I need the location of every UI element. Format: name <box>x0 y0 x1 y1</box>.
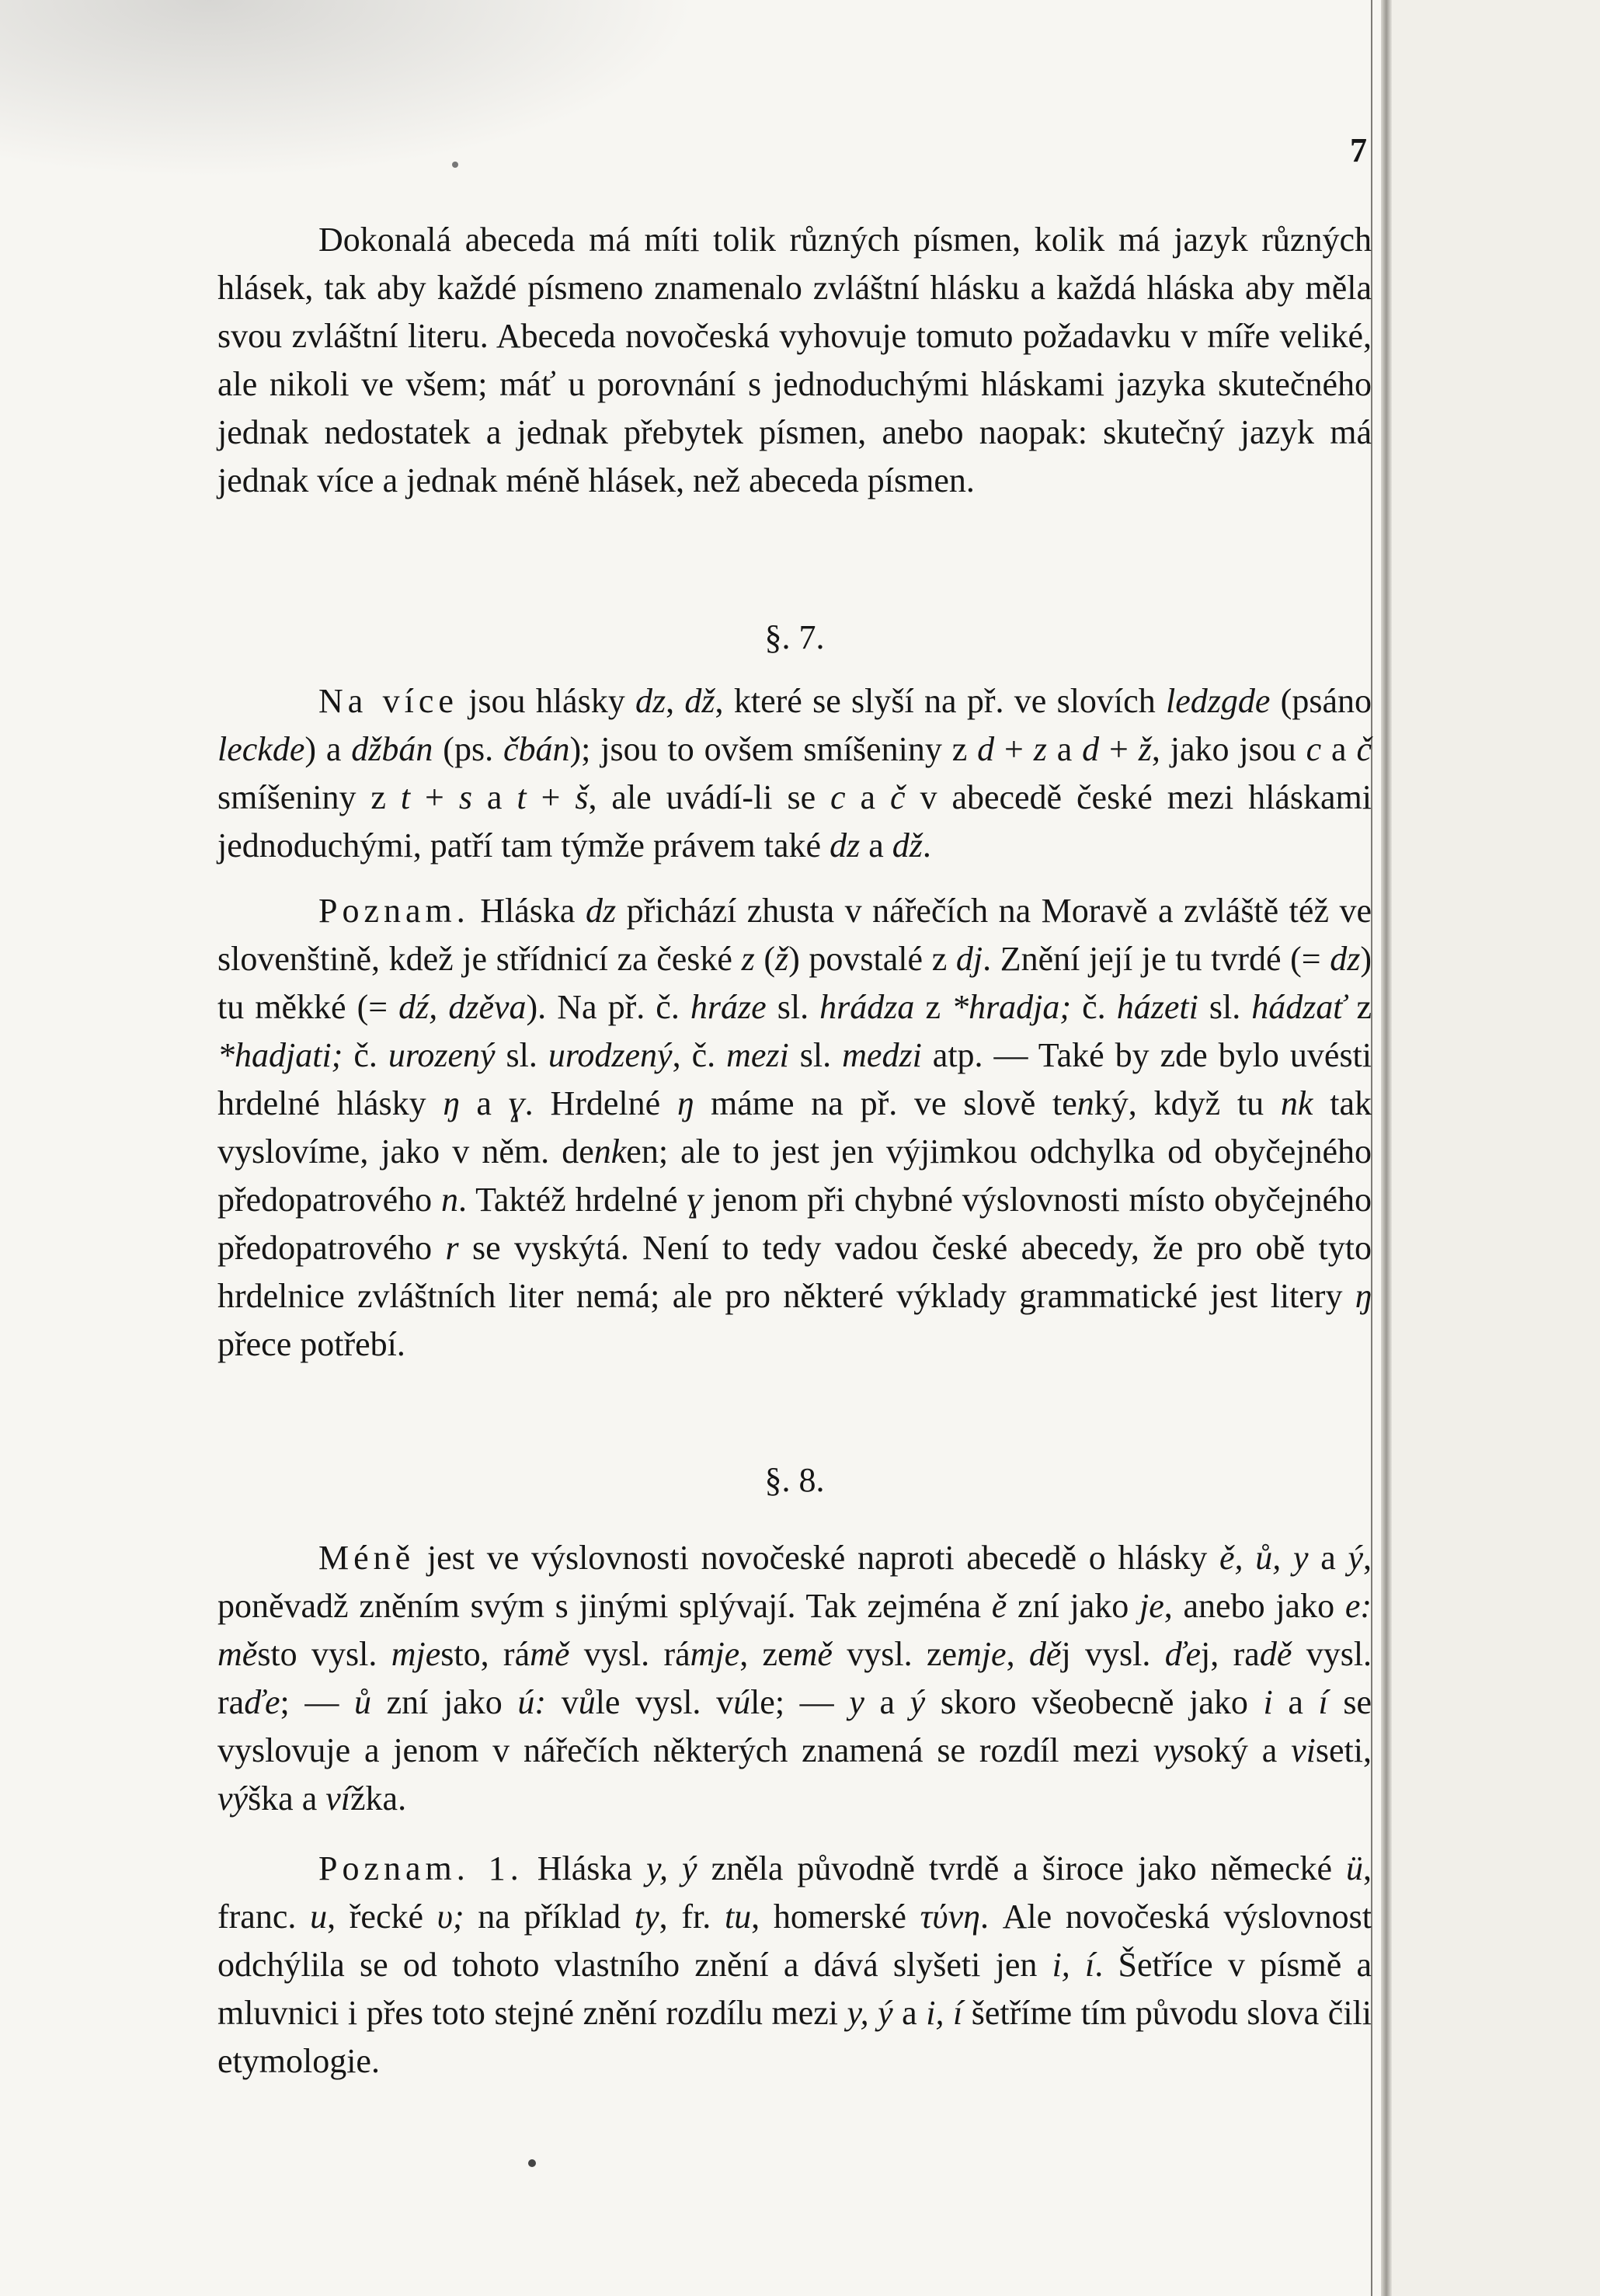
section-8-note <box>217 1845 1372 2086</box>
text-run: přece potřebí. <box>217 1325 405 1363</box>
italic-term: dź, dzěva <box>398 988 527 1026</box>
italic-term: dz <box>635 682 666 720</box>
text-run: Hláska <box>469 892 586 930</box>
italic-term: ü <box>1346 1849 1364 1887</box>
text-run: tak vyslovíme, jako v něm. de <box>217 1084 1372 1171</box>
text-run: a <box>864 1683 910 1721</box>
italic-term: ɣ <box>508 1084 525 1122</box>
text-run: , franc. <box>217 1849 1372 1936</box>
italic-term: z <box>1033 730 1047 768</box>
italic-term: ě <box>991 1587 1007 1625</box>
text-run: atp. — Také by zde bylo uvésti hrdelné hlásky <box>217 1036 1372 1122</box>
book-spine <box>1381 0 1392 2296</box>
text-run: le; — <box>750 1683 850 1721</box>
text-run: . Ale novočeská výslovnost odchýlila se od tohoto vlastního znění a dává slyšeti jen <box>217 1898 1372 1984</box>
italic-term: mě <box>530 1635 570 1673</box>
italic-term: házeti <box>1116 988 1198 1026</box>
italic-term: dz <box>585 892 617 930</box>
italic-term: *hadjati; <box>217 1036 343 1074</box>
paragraph-intro <box>217 216 1372 505</box>
text-run: ; — <box>280 1683 354 1721</box>
text-run: z <box>914 988 952 1026</box>
italic-term: vi <box>1291 1731 1316 1769</box>
italic-term: t <box>400 778 411 816</box>
italic-term: tu <box>724 1898 752 1936</box>
italic-term: d <box>1082 730 1100 768</box>
text-run: + <box>994 730 1034 768</box>
italic-term: ž <box>1138 730 1152 768</box>
text-run: + <box>410 778 459 816</box>
text-run: vysl. ze <box>832 1635 958 1673</box>
italic-term: ý <box>1348 1539 1364 1577</box>
text-run: . Hrdelné <box>524 1084 677 1122</box>
italic-term: vý <box>217 1779 249 1818</box>
section-7-note <box>217 887 1372 1369</box>
text-run: ) a <box>304 730 352 768</box>
italic-term: ďe <box>1164 1635 1202 1673</box>
italic-term: š <box>575 778 589 816</box>
text-run: smíšeniny z <box>217 778 401 816</box>
text-run: šetříme tím původu slova čili etymologie. <box>217 1994 1372 2080</box>
italic-term: τύνη <box>920 1898 980 1936</box>
text-run: a <box>892 1994 927 2032</box>
italic-term: y, ý <box>847 1994 893 2032</box>
text-run: se vyskýtá. Není to tedy vadou české abecedy, že pro obě tyto hrdelnice zvláštních liter nemá; ale pro některé výklady grammatické jest litery <box>217 1229 1372 1315</box>
section-heading: §. 8. <box>764 1461 825 1499</box>
text-run: ) tu měkké (= <box>217 940 1372 1026</box>
text-run: a <box>1321 730 1357 768</box>
italic-term: c <box>830 778 846 816</box>
text-run: soký a <box>1183 1731 1292 1769</box>
italic-term: u <box>310 1898 328 1936</box>
italic-term: n <box>441 1181 458 1219</box>
spaced-lead: Méně <box>318 1539 416 1577</box>
text-run: a <box>1272 1683 1319 1721</box>
note-lead: Poznam. 1. <box>318 1849 523 1887</box>
section-8 <box>217 1456 1372 2086</box>
italic-term: ý <box>910 1683 926 1721</box>
text-run: , fr. <box>659 1898 725 1936</box>
italic-term: hádzať <box>1251 988 1346 1026</box>
text-run: zněla původně tvrdě a široce jako německé <box>697 1849 1347 1887</box>
section-8-paragraph <box>217 1534 1372 1823</box>
italic-term: mě <box>792 1635 833 1673</box>
section-7-paragraph <box>217 677 1372 870</box>
text-run: jenom při chybné výslovnosti místo obyčejného předopatrového <box>217 1181 1372 1267</box>
text-run: , ale uvádí-li se <box>588 778 831 816</box>
italic-term: urodzený <box>548 1036 673 1074</box>
italic-term: hráze <box>690 988 767 1026</box>
text-run: v <box>546 1683 579 1721</box>
text-run: žka. <box>350 1779 407 1818</box>
text-run: , které se slyší na př. ve slovích <box>715 682 1166 720</box>
text-run: č. <box>343 1036 388 1074</box>
text-run: . Taktéž hrdelné <box>458 1181 687 1219</box>
italic-term: ɣ <box>687 1181 704 1219</box>
text-run: + <box>526 778 576 816</box>
italic-term: ŋ <box>677 1084 694 1122</box>
text-run: Hláska <box>523 1849 646 1887</box>
text-run: , jako jsou <box>1151 730 1306 768</box>
text-run: sl. <box>1198 988 1252 1026</box>
italic-term: mje <box>391 1635 441 1673</box>
text-run: a <box>471 778 517 816</box>
italic-term: medzi <box>842 1036 922 1074</box>
text-run: j vysl. <box>1061 1635 1165 1673</box>
italic-term: ú: <box>517 1683 547 1721</box>
text-run: ký, když tu <box>1094 1084 1281 1122</box>
text-run: vysl. rá <box>569 1635 690 1673</box>
italic-term: ŋ <box>443 1084 460 1122</box>
italic-term: z <box>741 940 755 978</box>
page-gutter-shadow <box>1371 0 1377 2296</box>
text-run: č. <box>1071 988 1117 1026</box>
italic-term: džbán <box>351 730 433 768</box>
italic-term: i, í <box>926 1994 963 2032</box>
italic-term: dž <box>892 826 923 864</box>
text-run: ); jsou to ovšem smíšeniny z <box>569 730 978 768</box>
text-run: jsou hlásky <box>457 682 635 720</box>
italic-term: r <box>445 1229 459 1267</box>
italic-term: nk <box>593 1132 627 1171</box>
text-run: a <box>459 1084 509 1122</box>
text-run: na příklad <box>464 1898 635 1936</box>
text-run: sl. <box>766 988 820 1026</box>
italic-term: ú <box>733 1683 751 1721</box>
italic-term: leckde <box>217 730 305 768</box>
italic-term: č <box>1356 730 1372 768</box>
italic-term: i <box>1263 1683 1273 1721</box>
italic-term: i, í <box>1052 1946 1095 1984</box>
text-run: v abecedě české mezi hláskami jednoduchými, patří tam týmže právem také <box>217 778 1372 864</box>
text-run: přichází zhusta v nářečích na Moravě a zvláště též ve slovenštině, kdež je střídnicí za české <box>217 892 1372 978</box>
italic-term: dž <box>684 682 715 720</box>
italic-term: dě <box>1259 1635 1292 1673</box>
italic-term: ů <box>578 1683 596 1721</box>
italic-term: y <box>849 1683 864 1721</box>
text-run: sto, rá <box>440 1635 530 1673</box>
text-run: a <box>1308 1539 1348 1577</box>
italic-term: e: <box>1344 1587 1372 1625</box>
text-run: , řecké <box>327 1898 437 1936</box>
text-run: a <box>860 826 892 864</box>
text-run: sl. <box>788 1036 843 1074</box>
italic-term: vy <box>1153 1731 1184 1769</box>
text-run: máme na př. ve slově te <box>694 1084 1077 1122</box>
italic-term: υ; <box>437 1898 464 1936</box>
text-run: , poněvadž zněním svým s jinými splývají. Tak zejména <box>217 1539 1372 1625</box>
text-run: le vysl. v <box>595 1683 734 1721</box>
rich-text <box>217 892 1372 1363</box>
text-run: se vyslovuje a jenom v nářečích některých znamená se rozdíl mezi <box>217 1683 1372 1769</box>
italic-term: ty <box>634 1898 659 1936</box>
italic-term: ledzgde <box>1165 682 1271 720</box>
text-run: seti, <box>1315 1731 1372 1769</box>
section-heading: §. 7. <box>764 618 825 656</box>
text-run: , č. <box>672 1036 727 1074</box>
italic-term: ů <box>354 1683 371 1721</box>
text-run: . Šetříce v písmě a mluvnici i přes toto stejné znění rozdílu mezi <box>217 1946 1372 2032</box>
text-run: ). Na př. č. <box>526 988 690 1026</box>
italic-term: mje <box>957 1635 1007 1673</box>
spaced-lead: Na více <box>318 682 458 720</box>
italic-term: ví <box>325 1779 351 1818</box>
italic-term: mezi <box>726 1036 789 1074</box>
paragraph-text: Dokonalá abeceda má míti tolik různých písmen, kolik má jazyk různých hlásek, tak aby každé písmeno znamenalo zvláštní hlásku a každá hláska aby měla svou zvláštní literu. Abeceda novočeská vyhovuje tomuto požadavku v míře veliké, ale nikoli ve všem; máť u porovnání s jednoduchými hláskami jazyka skutečného jednak nedostatek a jednak přebytek písmen, anebo naopak: skutečný jazyk má jednak více a jednak méně hlásek, než abeceda písmen. <box>217 221 1372 499</box>
text-run: + <box>1099 730 1139 768</box>
page-number: 7 <box>1350 131 1367 169</box>
italic-term: dě <box>1028 1635 1062 1673</box>
text-run: ) povstalé z <box>788 940 956 978</box>
text-run: zní jako <box>371 1683 518 1721</box>
text-run: zní jako <box>1007 1587 1140 1625</box>
italic-term: s <box>458 778 472 816</box>
italic-term: ě, ů, y <box>1219 1539 1309 1577</box>
text-run: , <box>666 682 685 720</box>
italic-term: dj <box>955 940 983 978</box>
italic-term: ŋ <box>1355 1277 1372 1315</box>
italic-term: n <box>1077 1084 1094 1122</box>
italic-term: hrádza <box>819 988 915 1026</box>
text-run: sto vysl. <box>257 1635 391 1673</box>
italic-term: mě <box>217 1635 258 1673</box>
text-run: . Znění její je tu tvrdé (= <box>983 940 1330 978</box>
text-run: (ps. <box>433 730 503 768</box>
italic-term: *hradja; <box>951 988 1072 1026</box>
text-run: a <box>845 778 891 816</box>
text-run: jest ve výslovnosti novočeské naproti abecedě o hlásky <box>415 1539 1220 1577</box>
italic-term: c <box>1306 730 1322 768</box>
text-run: , <box>1006 1635 1029 1673</box>
text-run: , anebo jako <box>1163 1587 1345 1625</box>
text-run: a <box>1046 730 1083 768</box>
text-run: vysl. ra <box>217 1635 1372 1721</box>
italic-term: ž <box>775 940 789 978</box>
text-run: , ze <box>739 1635 793 1673</box>
italic-term: je <box>1139 1587 1164 1625</box>
text-run: ška a <box>248 1779 326 1818</box>
rich-text <box>217 1539 1372 1818</box>
italic-term: čbán <box>503 730 570 768</box>
italic-term: t <box>517 778 527 816</box>
italic-term: ďe <box>244 1683 280 1721</box>
section-7 <box>217 614 1372 1369</box>
text-run: en; ale to jest jen výjimkou odchylka od obyčejného předopatrového <box>217 1132 1372 1219</box>
text-run: z <box>1345 988 1372 1026</box>
text-run: , homerské <box>751 1898 920 1936</box>
print-speck <box>528 2159 536 2167</box>
text-run: . <box>922 826 931 864</box>
text-run: j, ra <box>1201 1635 1260 1673</box>
print-speck <box>452 162 458 168</box>
italic-term: dz <box>830 826 861 864</box>
note-lead: Poznam. <box>318 892 470 930</box>
italic-term: mje <box>690 1635 740 1673</box>
text-run: (psáno <box>1270 682 1372 720</box>
italic-term: y, ý <box>645 1849 697 1887</box>
italic-term: č <box>890 778 906 816</box>
text-run: ( <box>754 940 776 978</box>
italic-term: d <box>977 730 995 768</box>
text-run: sl. <box>495 1036 548 1074</box>
italic-term: í <box>1318 1683 1328 1721</box>
text-run: skoro všeobecně jako <box>925 1683 1264 1721</box>
italic-term: dz <box>1330 940 1361 978</box>
italic-term: urozený <box>388 1036 496 1074</box>
italic-term: nk <box>1280 1084 1313 1122</box>
